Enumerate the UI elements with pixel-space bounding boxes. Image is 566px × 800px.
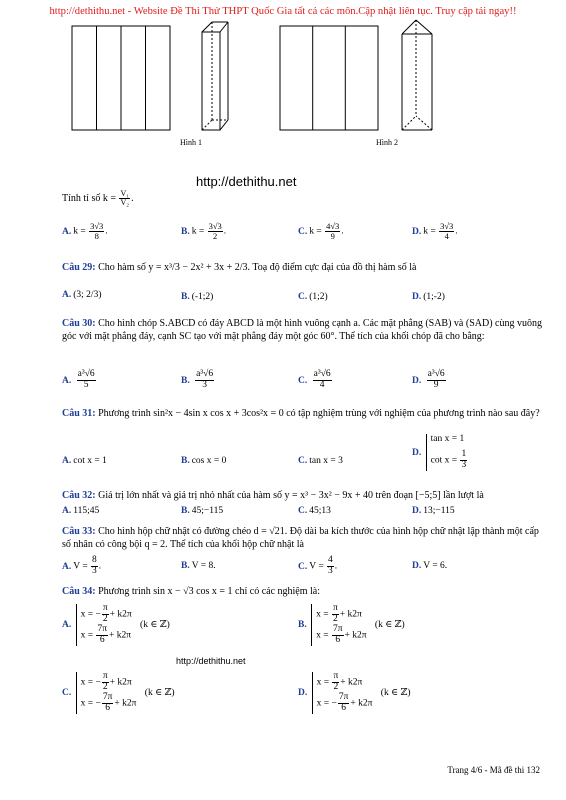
figure2-prism [402, 20, 432, 130]
ratio-option-d[interactable]: D. k = $\frac{3√3}{4}$ . [412, 221, 458, 241]
ratio-option-b[interactable]: B. k = $\frac{3√3}{2}$ . [181, 221, 227, 241]
question-34: Câu 34: Phương trình sin x − √3 cos x = 1 chỉ có các nghiệm là: [62, 586, 321, 597]
watermark-link[interactable]: http://dethithu.net [196, 174, 297, 189]
q30-option-a[interactable]: A. $\frac{\text{a³√6}}{5}$ [62, 369, 95, 390]
page-footer: Trang 4/6 - Mã đề thi 132 [447, 765, 540, 775]
watermark-link-2[interactable]: http://dethithu.net [176, 656, 246, 666]
figure2-caption: Hình 2 [376, 138, 398, 147]
q31-option-d[interactable]: D. tan x = 1 cot x = $\frac{1}{3}$ [412, 434, 467, 470]
question-31: Câu 31: Phương trình sin²x − 4sin x cos x + 3cos²x = 0 có tập nghiệm trùng với nghiệm của phương trình nào sau đây? [62, 408, 540, 419]
figure1-prism [202, 22, 228, 130]
q34-option-d[interactable]: D. x = $\frac{\pi}{2}$ + k2π x = − $\frac{7\pi}{6}$ + k2π (k ∈ ℤ) [298, 671, 411, 713]
question-32: Câu 32: Giá trị lớn nhất và giá trị nhỏ nhất của hàm số y = x³ − 3x² − 9x + 40 trên đoạn [−5;5] lần lượt là [62, 490, 484, 501]
ratio-option-c[interactable]: C. k = $\frac{4√3}{9}$ . [298, 221, 344, 241]
box-figures [60, 18, 500, 138]
q29-option-b[interactable]: B. (-1;2) [181, 292, 214, 302]
q34-option-c[interactable]: C. x = − $\frac{\pi}{2}$ + k2π x = − $\frac{7\pi}{6}$ + k2π (k ∈ ℤ) [62, 671, 175, 713]
question-29: Câu 29: Cho hàm số y = x³/3 − 2x² + 3x + 2/3. Toạ độ điểm cực đại của đồ thị hàm số là [62, 262, 417, 273]
q29-option-a[interactable]: A. (3; 2/3) [62, 290, 102, 300]
question-30: Câu 30: Cho hình chóp S.ABCD có đáy ABCD là một hình vuông cạnh a. Các mặt phẳng (SAB) và (SAD) cùng vuông góc với mặt phẳng đáy, cạnh SC tạo với mặt phẳng đáy một góc 60°. Thể tích của khối chóp đã cho bằng: [62, 318, 542, 342]
q33-option-c[interactable]: C. V = $\frac{4}{3}$ . [298, 555, 338, 576]
q31-option-a[interactable]: A. cot x = 1 [62, 456, 107, 466]
q29-option-d[interactable]: D. (1;-2) [412, 292, 445, 302]
q29-option-c[interactable]: C. (1;2) [298, 292, 328, 302]
q32-option-b[interactable]: B. 45;−115 [181, 506, 224, 516]
ratio-question: Tính tỉ số k = $\frac{\text{V₁}}{\text{V₂}}$ . [62, 189, 134, 208]
question-33: Câu 33: Cho hình hộp chữ nhật có đường chéo d = √21. Độ dài ba kích thước của hình hộp chữ nhật lập thành một cấp số nhân có công bội q = 2. Thể tích của khối hộp chữ nhật là [62, 526, 539, 550]
q31-option-c[interactable]: C. tan x = 3 [298, 456, 343, 466]
ratio-option-a[interactable]: A. k = $\frac{3√3}{8}$ . [62, 221, 108, 241]
q30-option-b[interactable]: B. $\frac{\text{a³√6}}{3}$ [181, 369, 214, 390]
q32-option-d[interactable]: D. 13;−115 [412, 506, 455, 516]
q32-option-c[interactable]: C. 45;13 [298, 506, 331, 516]
q34-option-a[interactable]: A. x = − $\frac{\pi}{2}$ + k2π x = $\frac{7\pi}{6}$ + k2π (k ∈ ℤ) [62, 603, 170, 645]
q33-option-a[interactable]: A. V = $\frac{8}{3}$ . [62, 555, 102, 576]
q30-option-c[interactable]: C. $\frac{\text{a³√6}}{4}$ [298, 369, 331, 390]
figure1-caption: Hình 1 [180, 138, 202, 147]
q31-option-b[interactable]: B. cos x = 0 [181, 456, 227, 466]
q34-option-b[interactable]: B. x = $\frac{\pi}{2}$ + k2π x = $\frac{7\pi}{6}$ + k2π (k ∈ ℤ) [298, 603, 405, 645]
q32-option-a[interactable]: A. 115;45 [62, 506, 100, 516]
figure2-net [280, 26, 378, 130]
site-header-link[interactable]: http://dethithu.net - Website Đề Thi Thử THPT Quốc Gia tất cả các môn.Cập nhật liên tục. Truy cập tải ngay!! [49, 6, 517, 17]
q30-option-d[interactable]: D. $\frac{\text{a³√6}}{9}$ [412, 369, 445, 390]
q33-option-d[interactable]: D. V = 6. [412, 561, 448, 571]
q33-option-b[interactable]: B. V = 8. [181, 561, 216, 571]
